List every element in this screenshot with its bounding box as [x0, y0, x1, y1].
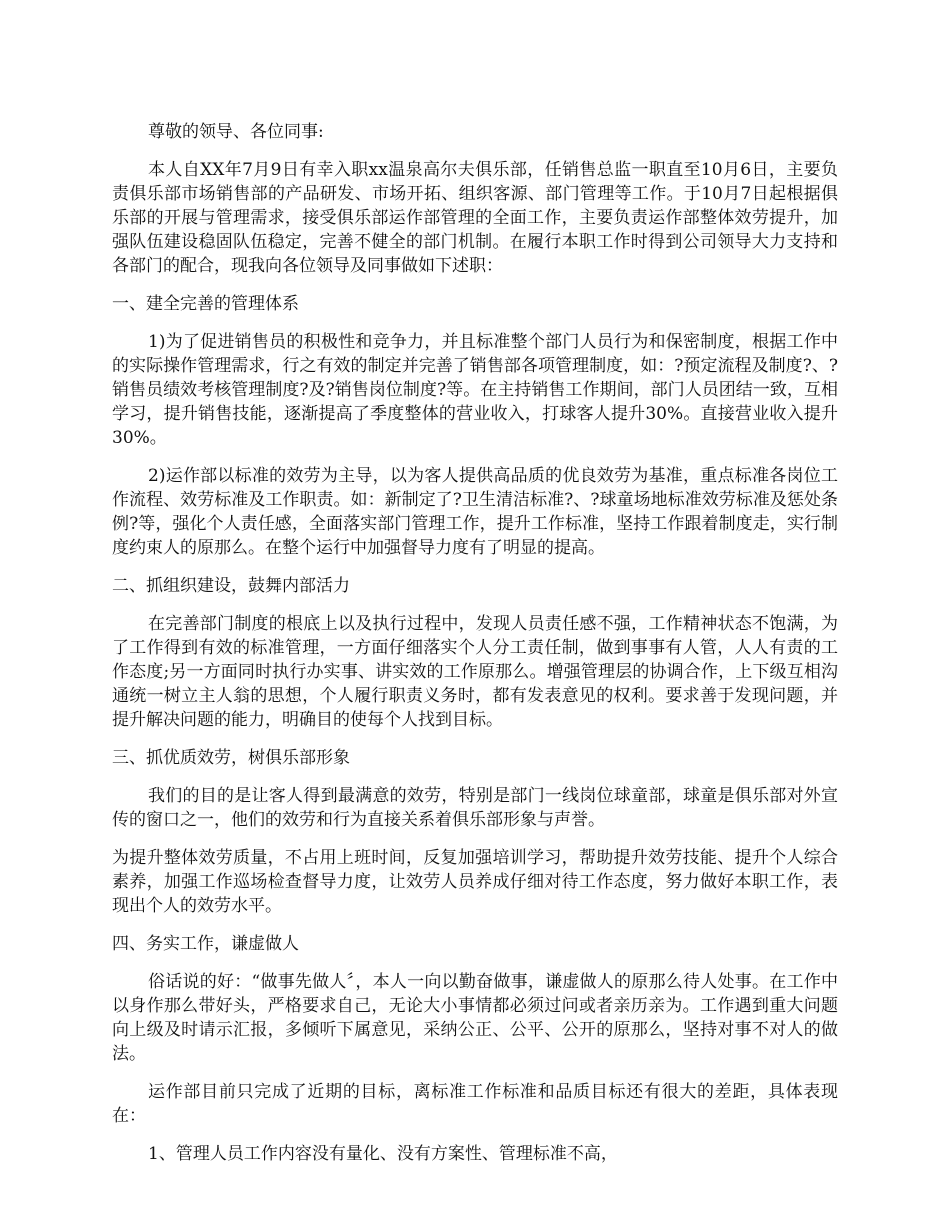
- section-2-paragraph-1: 在完善部门制度的根底上以及执行过程中，发现人员责任感不强，工作精神状态不饱满，为了工作得到有效的标准管理，一方面仔细落实个人分工责任制，做到事事有人管，人人有责的工作态度;另一方面同时执行办实事、讲实效的工作原那么。增强管理层的协调合作，上下级互相沟通统一树立主人翁的思想，个人履行职责义务时，都有发表意见的权利。要求善于发现问题，并提升解决问题的能力，明确目的使每个人找到目标。: [112, 614, 838, 730]
- section-3-paragraph-2: 为提升整体效劳质量，不占用上班时间，反复加强培训学习，帮助提升效劳技能、提升个人综合素养，加强工作巡场检查督导力度，让效劳人员养成仔细对待工作态度，努力做好本职工作，表现出个人的效劳水平。: [112, 848, 838, 916]
- section-3-paragraph-1: 我们的目的是让客人得到最满意的效劳，特别是部门一线岗位球童部，球童是俱乐部对外宣传的窗口之一，他们的效劳和行为直接关系着俱乐部形象与声誉。: [112, 786, 838, 830]
- section-4-paragraph-1: 俗话说的好：“做事先做人〞，本人一向以勤奋做事，谦虚做人的原那么待人处事。在工作中以身作那么带好头，严格要求自己，无论大小事情都必须过问或者亲历亲为。工作遇到重大问题向上级及时请示汇报，多倾听下属意见，采纳公正、公平、公开的原那么，坚持对事不对人的做法。: [112, 972, 838, 1064]
- greeting: 尊敬的领导、各位同事:: [148, 122, 324, 142]
- section-1-heading: 一、建全完善的管理体系: [112, 294, 299, 314]
- section-4-paragraph-2: 运作部目前只完成了近期的目标，离标准工作标准和品质目标还有很大的差距，具体表现在：: [112, 1082, 838, 1126]
- section-3-heading: 三、抓优质效劳，树俱乐部形象: [112, 748, 350, 768]
- section-4-heading: 四、务实工作，谦虚做人: [112, 934, 299, 954]
- section-1-paragraph-1: 1)为了促进销售员的积极性和竞争力，并且标准整个部门人员行为和保密制度，根据工作中的实际操作管理需求，行之有效的制定并完善了销售部各项管理制度，如：?预定流程及制度?、?销售员绩效考核管理制度?及?销售岗位制度?等。在主持销售工作期间，部门人员团结一致，互相学习，提升销售技能，逐渐提高了季度整体的营业收入，打球客人提升30%。直接营业收入提升30%。: [112, 332, 838, 448]
- section-1-paragraph-2: 2)运作部以标准的效劳为主导，以为客人提供高品质的优良效劳为基准，重点标准各岗位工作流程、效劳标准及工作职责。如：新制定了?卫生清洁标准?、?球童场地标准效劳标准及惩处条例?等，强化个人责任感，全面落实部门管理工作，提升工作标准，坚持工作跟着制度走，实行制度约束人的原那么。在整个运行中加强督导力度有了明显的提高。: [112, 466, 838, 558]
- section-4-list-item-1: 1、管理人员工作内容没有量化、没有方案性、管理标准不高，: [148, 1144, 618, 1164]
- intro-paragraph: 本人自XX年7月9日有幸入职xx温泉高尔夫俱乐部，任销售总监一职直至10月6日，主要负责俱乐部市场销售部的产品研发、市场开拓、组织客源、部门管理等工作。于10月7日起根据俱乐部的开展与管理需求，接受俱乐部运作部管理的全面工作，主要负责运作部整体效劳提升，加强队伍建设稳固队伍稳定，完善不健全的部门机制。在履行本职工作时得到公司领导大力支持和各部门的配合，现我向各位领导及同事做如下述职：: [112, 160, 838, 276]
- section-2-heading: 二、抓组织建设，鼓舞内部活力: [112, 576, 350, 596]
